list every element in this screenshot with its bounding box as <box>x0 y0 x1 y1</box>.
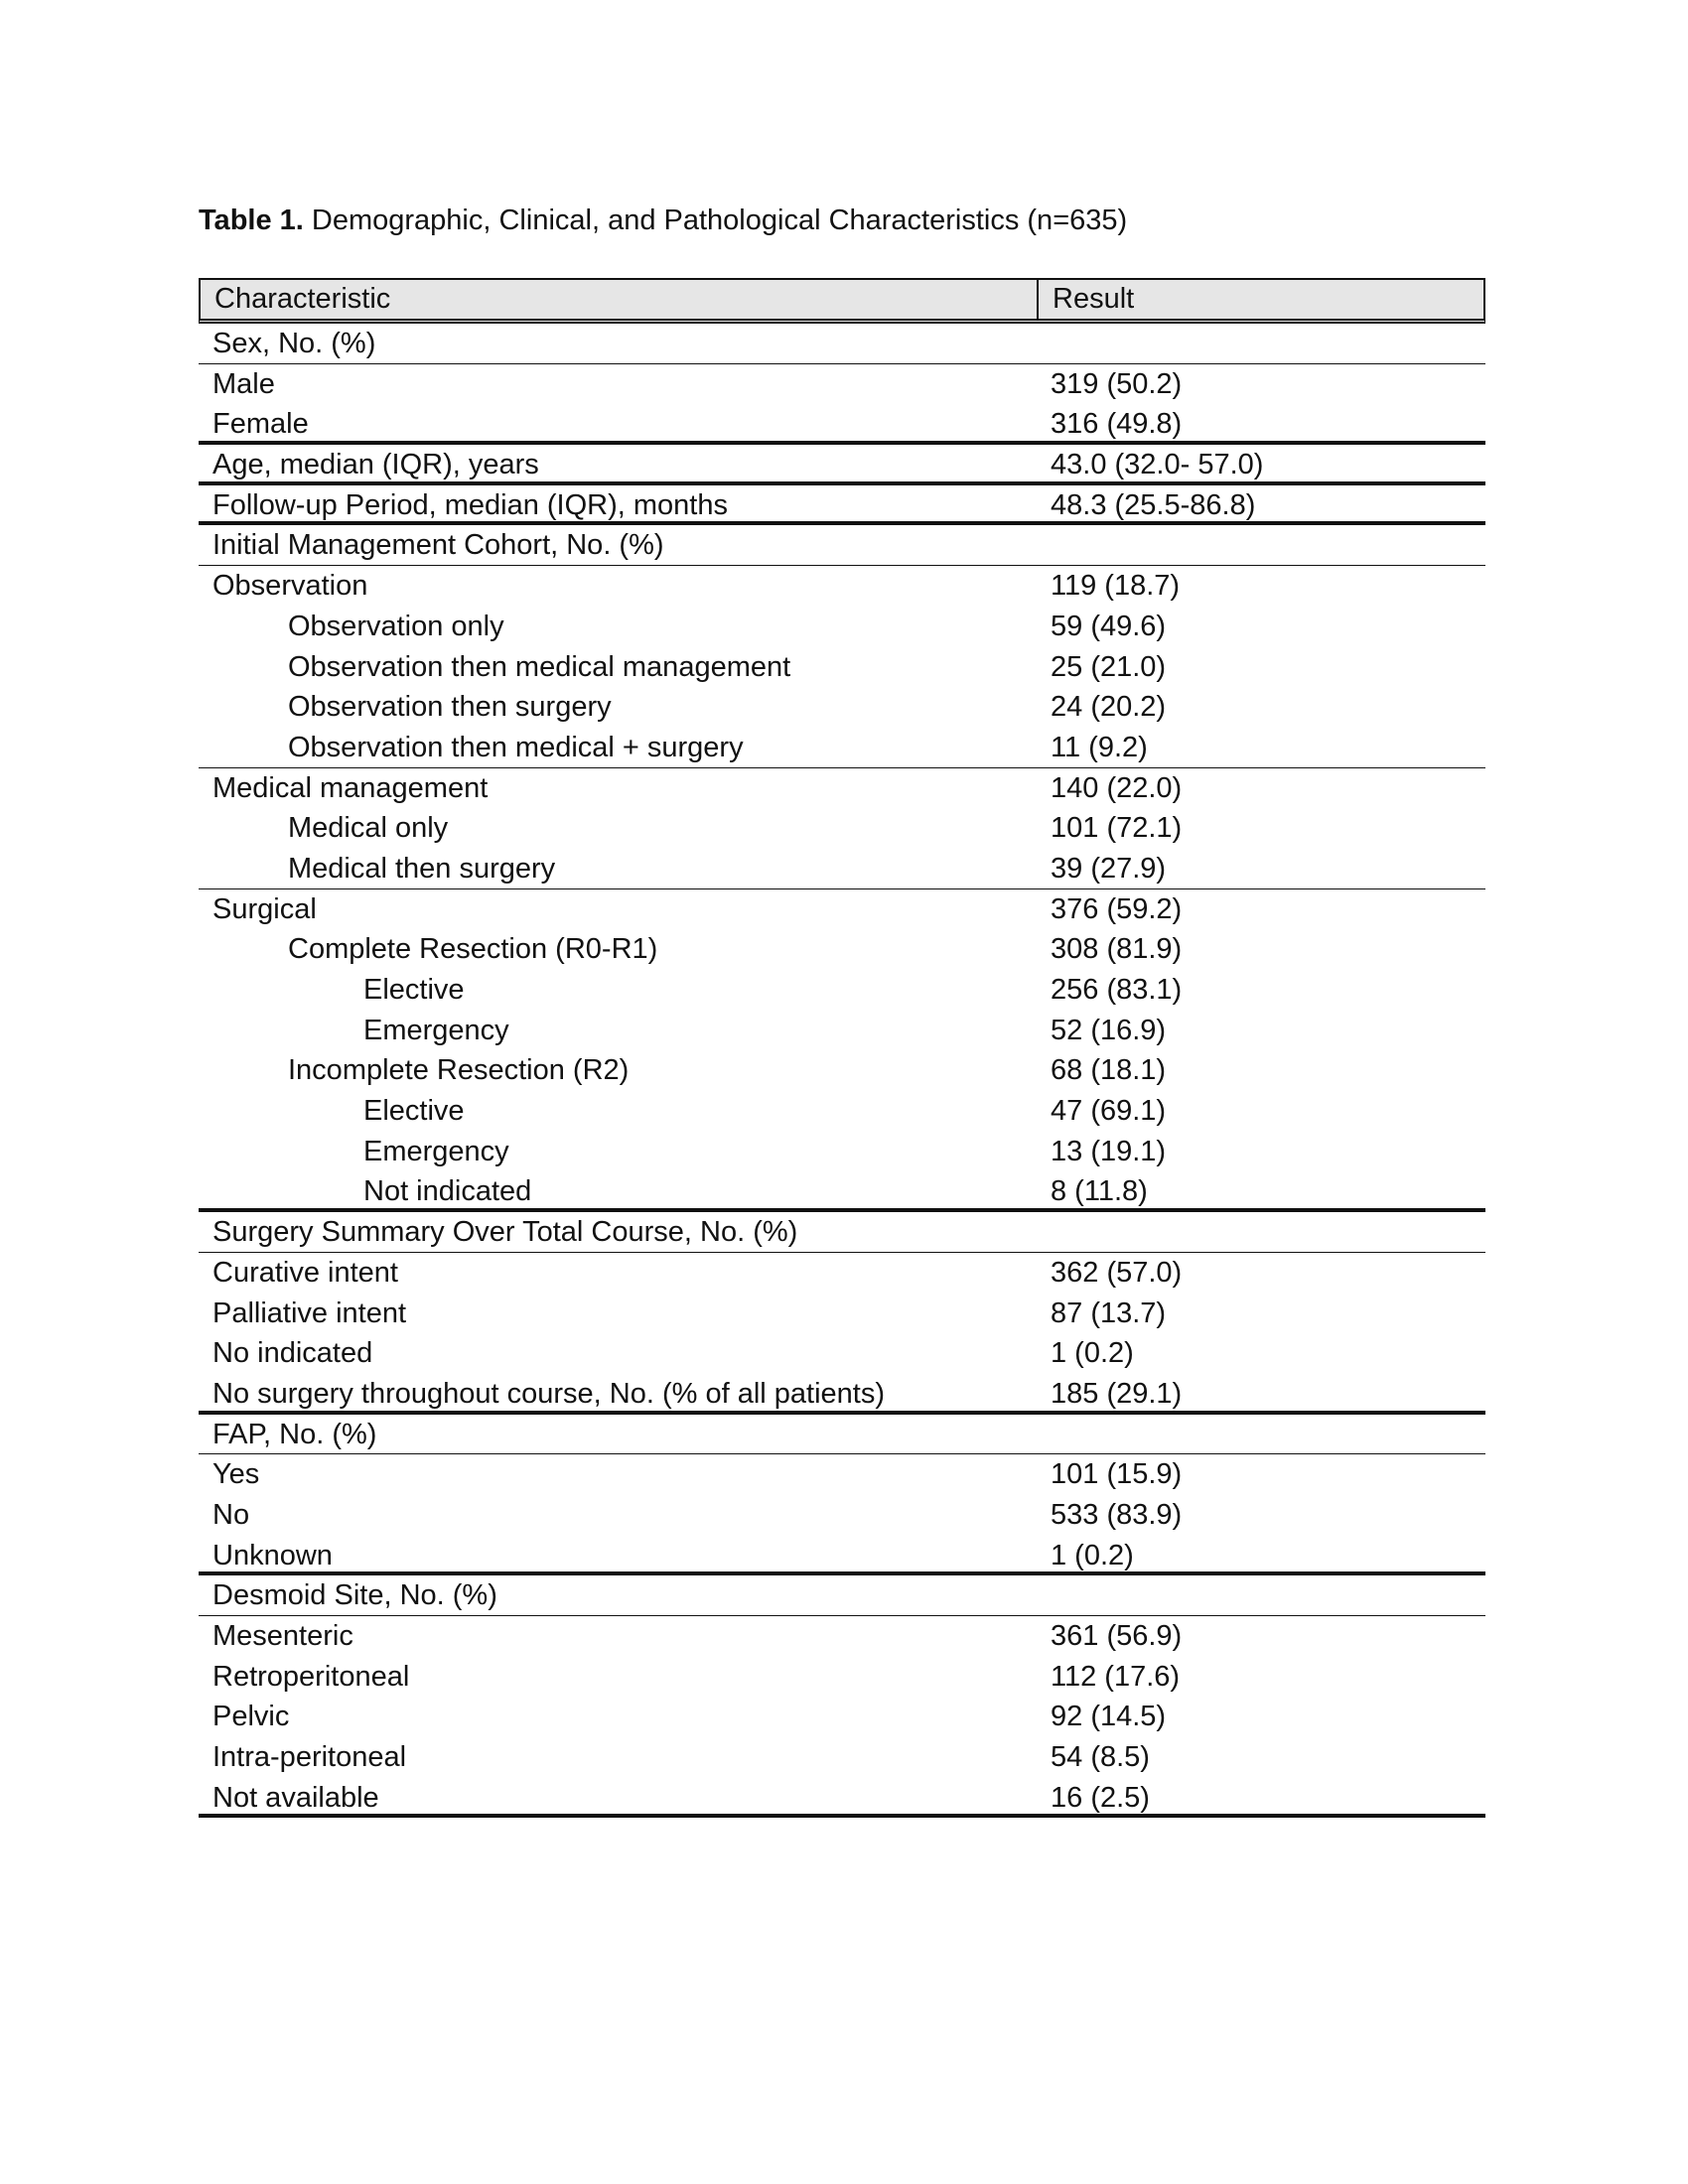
table-row <box>199 1374 1485 1415</box>
row-result: 112 (17.6) <box>1051 1660 1181 1693</box>
table-row <box>199 768 1485 809</box>
table-row <box>199 929 1485 970</box>
row-characteristic: No surgery throughout course, No. (% of all patients) <box>212 1377 885 1410</box>
row-characteristic: Curative intent <box>212 1256 398 1289</box>
row-characteristic: Medical then surgery <box>288 852 556 885</box>
table-row <box>199 1091 1485 1132</box>
table-row <box>199 445 1485 485</box>
table-row <box>199 1536 1485 1576</box>
row-characteristic: Medical only <box>288 812 449 845</box>
table-caption-label: Table 1. <box>199 205 304 236</box>
row-result: 1 (0.2) <box>1051 1337 1134 1370</box>
table-row <box>199 324 1485 364</box>
row-characteristic: No indicated <box>212 1337 373 1370</box>
table-row <box>199 849 1485 889</box>
row-characteristic: Mesenteric <box>212 1620 353 1652</box>
row-result: 256 (83.1) <box>1051 974 1183 1006</box>
header-characteristic: Characteristic <box>201 280 1039 319</box>
table-row <box>199 525 1485 566</box>
row-characteristic: Male <box>212 367 275 400</box>
row-characteristic: Retroperitoneal <box>212 1660 410 1693</box>
row-result: 140 (22.0) <box>1051 771 1183 804</box>
row-result: 308 (81.9) <box>1051 933 1183 966</box>
row-characteristic: Unknown <box>212 1539 333 1571</box>
row-result: 25 (21.0) <box>1051 650 1167 683</box>
table-row <box>199 1050 1485 1091</box>
row-result: 59 (49.6) <box>1051 610 1167 642</box>
table-header-row <box>199 278 1485 324</box>
table-row <box>199 566 1485 607</box>
table-row <box>199 404 1485 445</box>
row-result <box>1037 1415 1051 1454</box>
row-characteristic: Surgery Summary Over Total Course, No. (%) <box>212 1216 798 1249</box>
table-row <box>199 970 1485 1011</box>
characteristics-table <box>199 278 1485 1818</box>
table-row <box>199 889 1485 930</box>
table-row <box>199 1778 1485 1819</box>
row-characteristic: Surgical <box>212 892 317 925</box>
row-result <box>1037 525 1051 565</box>
row-characteristic: Desmoid Site, No. (%) <box>212 1579 497 1612</box>
row-characteristic: Medical management <box>212 771 489 804</box>
header-result: Result <box>1053 283 1135 315</box>
row-result: 24 (20.2) <box>1051 691 1167 724</box>
row-result: 47 (69.1) <box>1051 1095 1167 1128</box>
row-characteristic: Emergency <box>363 1014 509 1046</box>
table-row <box>199 1575 1485 1616</box>
row-characteristic: Observation <box>212 570 368 603</box>
table-body <box>199 324 1485 1818</box>
row-result: 319 (50.2) <box>1051 367 1183 400</box>
row-characteristic: Incomplete Resection (R2) <box>288 1054 630 1087</box>
table-row <box>199 1333 1485 1374</box>
row-characteristic: Intra-peritoneal <box>212 1741 407 1774</box>
row-result: 54 (8.5) <box>1051 1741 1150 1774</box>
table-row <box>199 728 1485 768</box>
row-characteristic: Palliative intent <box>212 1297 407 1329</box>
row-result <box>1037 1575 1051 1615</box>
row-characteristic: Elective <box>363 974 465 1006</box>
row-result: 101 (72.1) <box>1051 812 1183 845</box>
table-row <box>199 1495 1485 1536</box>
table-row <box>199 1253 1485 1294</box>
row-characteristic: Emergency <box>363 1135 509 1167</box>
table-row <box>199 647 1485 688</box>
row-result: 13 (19.1) <box>1051 1135 1167 1167</box>
row-result: 361 (56.9) <box>1051 1620 1183 1652</box>
row-result: 8 (11.8) <box>1051 1175 1148 1208</box>
table-row <box>199 1697 1485 1737</box>
table-row <box>199 607 1485 647</box>
row-characteristic: Initial Management Cohort, No. (%) <box>212 529 664 562</box>
row-result: 43.0 (32.0- 57.0) <box>1051 449 1264 481</box>
row-characteristic: No <box>212 1498 250 1531</box>
row-characteristic: Observation only <box>288 610 504 642</box>
row-characteristic: Not available <box>212 1781 379 1814</box>
row-characteristic: Observation then surgery <box>288 691 612 724</box>
table-row <box>199 1454 1485 1495</box>
row-characteristic: Elective <box>363 1095 465 1128</box>
row-result: 68 (18.1) <box>1051 1054 1167 1087</box>
row-characteristic: Pelvic <box>212 1701 290 1733</box>
table-row <box>199 687 1485 728</box>
table-row <box>199 1171 1485 1212</box>
row-result: 39 (27.9) <box>1051 852 1167 885</box>
row-characteristic: Yes <box>212 1458 260 1491</box>
table-row <box>199 1132 1485 1172</box>
row-result: 48.3 (25.5-86.8) <box>1051 488 1256 521</box>
row-result: 376 (59.2) <box>1051 892 1183 925</box>
row-result <box>1037 324 1051 363</box>
row-characteristic: Observation then medical + surgery <box>288 731 744 763</box>
row-result: 92 (14.5) <box>1051 1701 1167 1733</box>
table-row <box>199 485 1485 526</box>
row-result: 16 (2.5) <box>1051 1781 1150 1814</box>
row-characteristic: Observation then medical management <box>288 650 791 683</box>
table-row <box>199 1657 1485 1698</box>
row-result: 119 (18.7) <box>1051 570 1181 603</box>
row-result: 11 (9.2) <box>1051 731 1148 763</box>
table-row <box>199 1212 1485 1253</box>
table-row <box>199 1011 1485 1051</box>
row-result: 185 (29.1) <box>1051 1377 1183 1410</box>
row-characteristic: Not indicated <box>363 1175 532 1208</box>
row-result: 101 (15.9) <box>1051 1458 1183 1491</box>
table-row <box>199 808 1485 849</box>
table-row <box>199 1616 1485 1657</box>
row-characteristic: Follow-up Period, median (IQR), months <box>212 488 728 521</box>
row-characteristic: Complete Resection (R0-R1) <box>288 933 658 966</box>
row-result: 1 (0.2) <box>1051 1539 1134 1571</box>
row-result: 316 (49.8) <box>1051 408 1183 441</box>
row-result: 52 (16.9) <box>1051 1014 1167 1046</box>
table-row <box>199 1737 1485 1778</box>
table-row <box>199 364 1485 405</box>
table-caption-text: Demographic, Clinical, and Pathological Characteristics (n=635) <box>311 205 1128 236</box>
row-result: 533 (83.9) <box>1051 1498 1183 1531</box>
table-row <box>199 1294 1485 1334</box>
row-result: 362 (57.0) <box>1051 1256 1183 1289</box>
table-row <box>199 1415 1485 1455</box>
row-result <box>1037 1212 1051 1252</box>
table-caption <box>199 201 1127 240</box>
row-characteristic: Sex, No. (%) <box>212 328 376 359</box>
row-result: 87 (13.7) <box>1051 1297 1167 1329</box>
row-characteristic: Age, median (IQR), years <box>212 449 539 481</box>
row-characteristic: FAP, No. (%) <box>212 1418 377 1450</box>
row-characteristic: Female <box>212 408 309 441</box>
